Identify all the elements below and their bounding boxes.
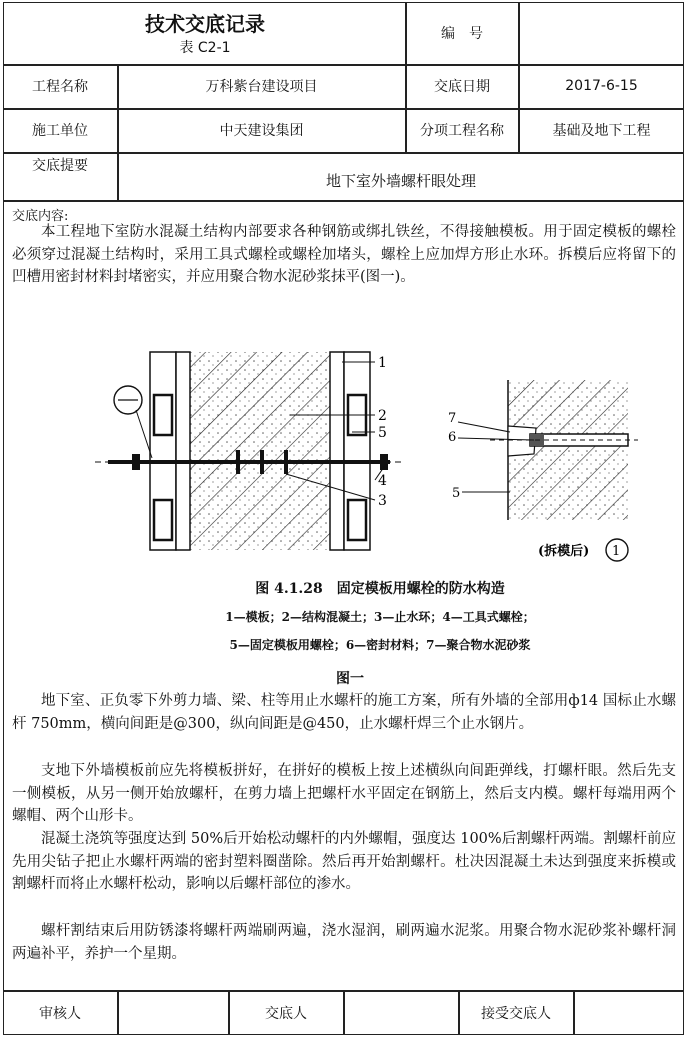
paragraph: 支地下外墙模板前应先将模板拼好，在拼好的模板上按上述横纵向间距弹线，打螺杆眼。然后先支一侧模板，从另一侧开始放螺杆，在剪力墙上把螺杆水平固定在钢筋上，然后支内模。螺杆每端用两个螺帽、两个山形卡。 (12, 763, 676, 824)
project-label: 工程名称 (32, 79, 88, 95)
contractor-label: 施工单位 (32, 123, 88, 139)
callout-labels-right (448, 411, 460, 501)
subproject-value: 基础及地下工程 (552, 123, 651, 139)
summary-label: 交底提要 (32, 158, 88, 174)
number-value (519, 2, 684, 64)
after-removal-drawing (458, 380, 638, 561)
content-label: 交底内容: (12, 209, 69, 224)
form-title: 技术交底记录 (145, 11, 265, 36)
callout-labels-left (378, 355, 387, 509)
col-divider (343, 990, 345, 1035)
subproject-label: 分项工程名称 (420, 123, 504, 139)
paragraph: 地下室、正负零下外剪力墙、梁、柱等用止水螺杆的施工方案，所有外墙的全部用ф14 国标止水螺杆 750mm，横向间距是@300，纵向间距是@450，止水螺杆焊三个止水钢片。 (12, 693, 676, 732)
detail-marker: 1 (612, 544, 621, 559)
figure-legend: 5—固定模板用螺栓；6—密封材料；7—聚合物水泥砂浆 (229, 638, 531, 652)
col-divider (573, 990, 575, 1035)
after-removal-label: (拆模后) (538, 544, 590, 559)
figure-label: 图一 (336, 671, 364, 687)
contractor-value: 中天建设集团 (219, 123, 304, 139)
bolt-section-drawing (95, 352, 405, 550)
col-divider (117, 990, 119, 1035)
paragraph: 混凝土浇筑等强度达到 50%后开始松动螺杆的内外螺帽，强度达 100%后割螺杆两端。割螺杆前应先用尖钻子把止水螺杆两端的密封塑料圈凿除。然后再开始割螺杆。杜决因混凝土未达到强度来拆模或割螺杆而将止水螺杆松动，影响以后螺杆部位的渗水。 (12, 831, 676, 892)
figure-legend: 1—模板；2—结构混凝土；3—止水环；4—工具式螺栓； (225, 610, 535, 624)
paragraph: 本工程地下室防水混凝土结构内部要求各种钢筋或绑扎铁丝，不得接触模板。用于固定模板的螺栓必须穿过混凝土结构时，采用工具式螺栓或螺栓加堵头，螺栓上应加焊方形止水环。拆模后应将留下的凹槽用密封材料封堵密实，并应用聚合物水泥砂浆抹平(图一)。 (12, 224, 676, 285)
figure-caption: 图 4.1.28 固定模板用螺栓的防水构造 (255, 581, 505, 597)
date-label: 交底日期 (434, 79, 490, 95)
callout: 3 (378, 493, 387, 509)
form-code: 表 C2-1 (179, 40, 231, 56)
presenter-label: 交底人 (265, 1005, 307, 1022)
summary-value: 地下室外墙螺杆眼处理 (325, 171, 476, 190)
reviewer-label: 审核人 (39, 1005, 81, 1022)
callout: 6 (448, 430, 457, 445)
callout: 1 (378, 355, 387, 371)
project-value: 万科紫台建设项目 (205, 79, 318, 95)
number-label: 编 号 (441, 26, 483, 42)
row-divider (3, 200, 684, 202)
callout: 4 (378, 473, 387, 489)
callout: 5 (452, 486, 461, 501)
date-value: 2017-6-15 (565, 78, 638, 94)
callout: 5 (378, 425, 387, 441)
waterproof-bolt-figure (90, 340, 650, 572)
callout: 7 (448, 411, 457, 426)
receiver-label: 接受交底人 (481, 1005, 551, 1022)
callout: 2 (378, 408, 387, 424)
paragraph: 螺杆割结束后用防锈漆将螺杆两端刷两遍，浇水湿润，刷两遍水泥浆。用聚合物水泥砂浆补螺杆洞两遍补平，养护一个星期。 (12, 923, 676, 962)
